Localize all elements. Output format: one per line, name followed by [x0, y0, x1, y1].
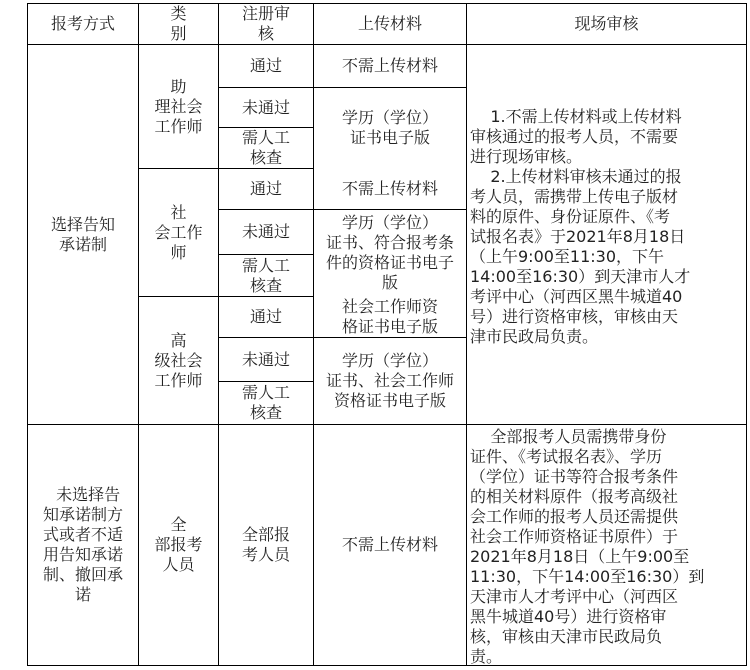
method-other: 未选择告 知承诺制方 式或者不适 用告知承诺 制、撤回承 诺	[42, 485, 123, 604]
material-no-upload: 不需上传材料	[341, 56, 438, 75]
category-all-applicants: 全 部报考 人员	[154, 515, 203, 574]
review-fail: 未通过	[241, 97, 290, 117]
category-assistant-social-worker: 助 理社会 工作师	[154, 76, 203, 136]
review-pass: 通过	[249, 56, 282, 75]
review-manual: 需人工 核查	[241, 128, 290, 167]
category-social-worker: 社 会工作 师	[154, 202, 203, 262]
grid-line	[746, 3, 747, 666]
onsite-other-text: 全部报考人员需携带身份 证件、《考试报名表》、学历 （学位）证书等符合报考条件 的相关材料原件（报考高级社 会工作师的报考人员还需提供 社会工作师资格证书原件）于 2021年8月18日（上午9:00至 11:30，下午14:00至16:30）到 天津市人才考评中心（河西区 黑牛城道40号）进行资格审 核，审核由天津市民政局负 责。	[470, 427, 705, 666]
material-no-upload: 不需上传材料	[341, 179, 438, 198]
header-upload-material: 上传材料	[357, 14, 422, 33]
material-degree-qualification: 学历（学位） 证书、符合报考条 件的资格证书电子 版	[325, 213, 454, 292]
review-pass: 通过	[249, 307, 282, 326]
material-degree-social-certificate: 学历（学位） 证书、社会工作师 资格证书电子版	[325, 351, 454, 410]
header-category: 类 别	[170, 4, 187, 43]
review-manual: 需人工 核查	[241, 383, 290, 422]
category-senior-social-worker: 高 级社会 工作师	[154, 330, 203, 390]
method-commitment: 选择告知 承诺制	[50, 214, 115, 254]
header-method: 报考方式	[50, 14, 115, 33]
review-fail: 未通过	[241, 222, 290, 241]
review-manual: 需人工 核查	[241, 255, 290, 295]
material-no-upload: 不需上传材料	[341, 535, 438, 554]
material-degree-certificate: 学历（学位） 证书电子版	[341, 108, 438, 147]
review-all-applicants: 全部报 考人员	[241, 525, 290, 564]
review-pass: 通过	[249, 179, 282, 198]
material-social-worker-certificate: 社会工作师资 格证书电子版	[341, 297, 438, 336]
grid-line	[466, 3, 467, 666]
review-fail: 未通过	[241, 349, 290, 369]
header-onsite-review: 现场审核	[574, 14, 639, 33]
header-registration-review: 注册审 核	[241, 4, 290, 43]
onsite-commitment-text: 1.不需上传材料或上传材料 审核通过的报考人员，不需要 进行现场审核。 2.上传材料审核未通过的报 考人员，需携带上传电子版材 料的原件、身份证原件、《考 试报名表》于2021年8月18日 （上午9:00至11:30，下午 14:00至16:30）到天津市人才 考评中心（河西区黑牛城道40 号）进行资格审核，审核由天 津市民政局负责。	[470, 107, 691, 346]
